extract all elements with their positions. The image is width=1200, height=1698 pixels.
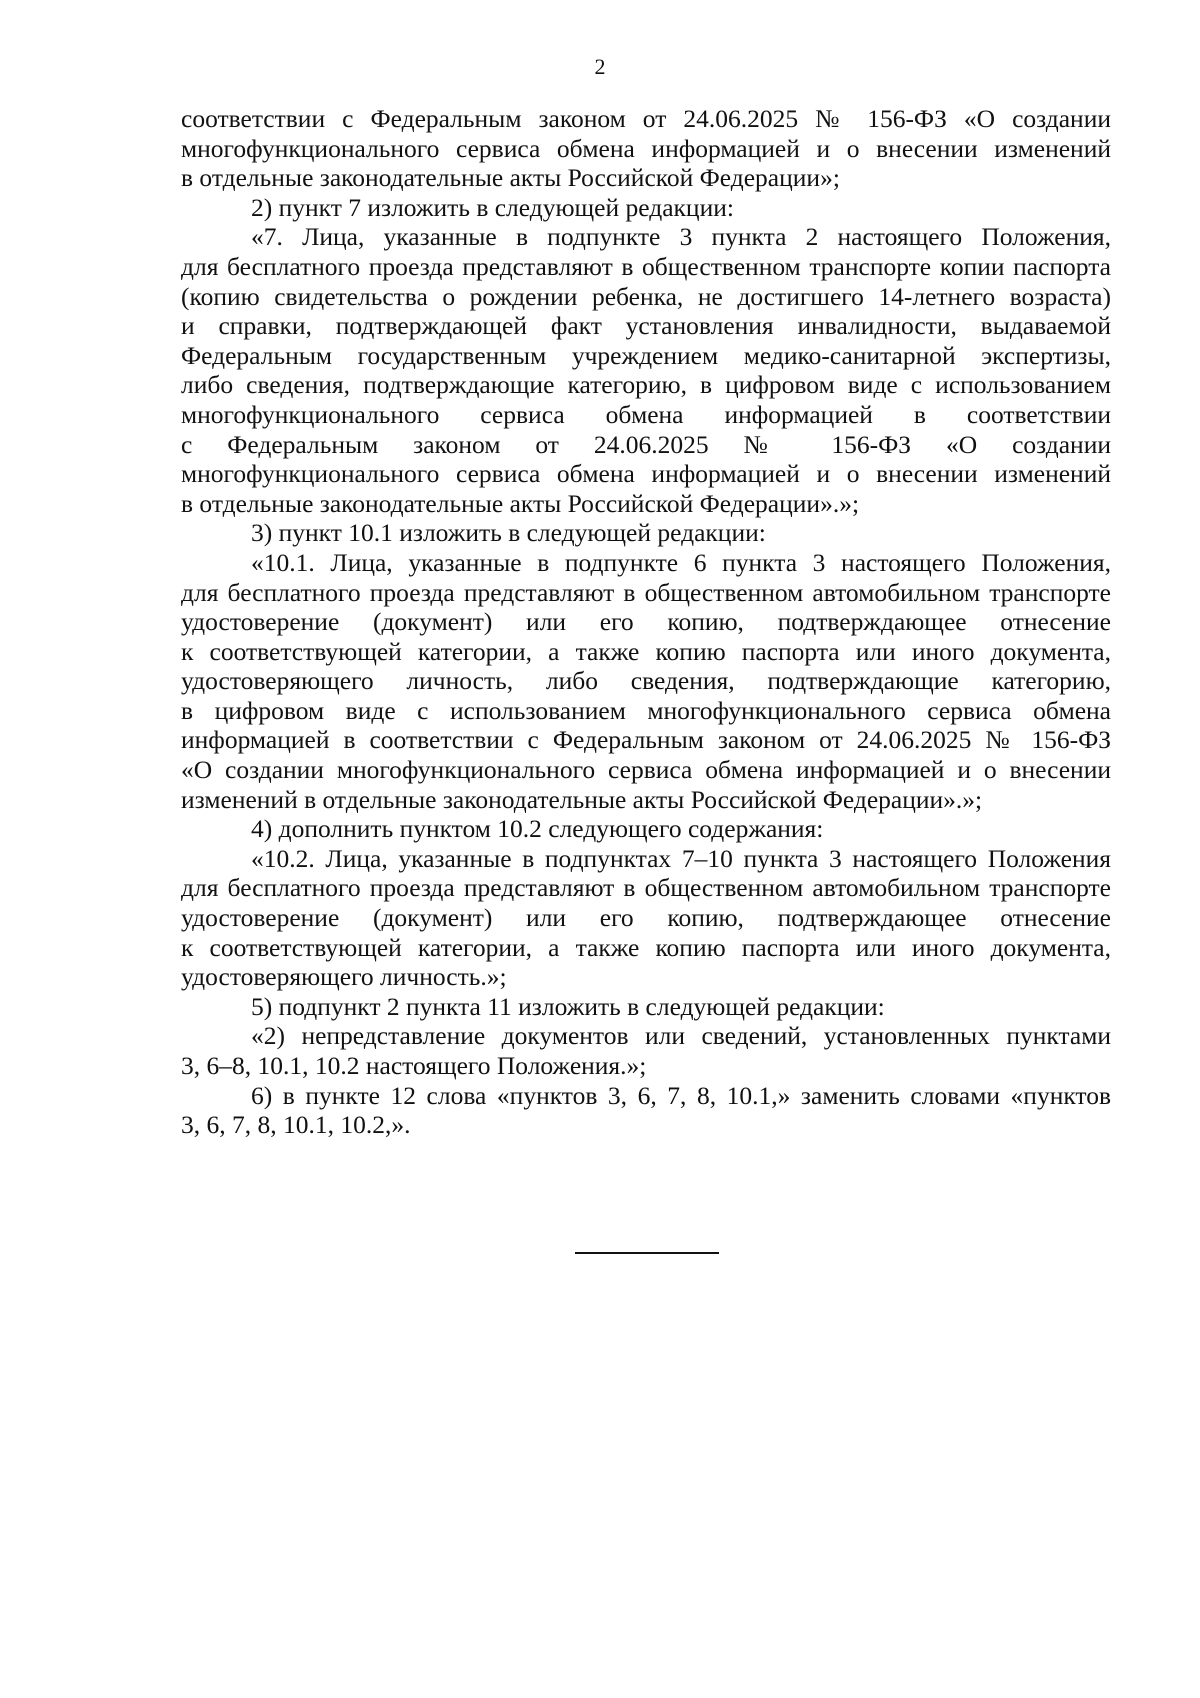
text-line: удостоверение (документ) или его копию, подтверждающее отнесение	[181, 903, 1111, 933]
text-line: информацией в соответствии с Федеральным законом от 24.06.2025 № 156-ФЗ	[181, 725, 1111, 755]
text-line: «10.2. Лица, указанные в подпунктах 7–10 пункта 3 настоящего Положения	[251, 843, 1111, 873]
text-line: либо сведения, подтверждающие категорию, в цифровом виде с использованием	[181, 370, 1111, 400]
text-line: 3) пункт 10.1 изложить в следующей редакции:	[251, 518, 766, 548]
text-line: многофункционального сервиса обмена информацией и о внесении изменений	[181, 133, 1111, 163]
text-line: с Федеральным законом от 24.06.2025 № 156-ФЗ «О создании	[181, 429, 1111, 459]
closing-divider	[575, 1252, 719, 1254]
text-line: (копию свидетельства о рождении ребенка, не достигшего 14-летнего возраста)	[181, 281, 1111, 311]
text-line: Федеральным государственным учреждением медико-санитарной экспертизы,	[181, 340, 1111, 370]
text-line: в отдельные законодательные акты Российской Федерации»;	[181, 163, 840, 193]
text-line: к соответствующей категории, а также копию паспорта или иного документа,	[181, 636, 1111, 666]
text-line: 3, 6, 7, 8, 10.1, 10.2,».	[181, 1110, 411, 1140]
text-line: и справки, подтверждающей факт установления инвалидности, выдаваемой	[181, 311, 1111, 341]
text-line: многофункционального сервиса обмена информацией в соответствии	[181, 399, 1111, 429]
text-line: для бесплатного проезда представляют в общественном автомобильном транспорте	[181, 873, 1111, 903]
text-line: 5) подпункт 2 пункта 11 изложить в следующей редакции:	[251, 991, 885, 1021]
page-number: 2	[594, 54, 606, 79]
text-line: 2) пункт 7 изложить в следующей редакции:	[251, 192, 734, 222]
text-line: к соответствующей категории, а также копию паспорта или иного документа,	[181, 932, 1111, 962]
text-line: 6) в пункте 12 слова «пунктов 3, 6, 7, 8, 10.1,» заменить словами «пунктов	[251, 1080, 1111, 1110]
text-line: для бесплатного проезда представляют в общественном транспорте копии паспорта	[181, 251, 1111, 281]
text-line: удостоверяющего личность.»;	[181, 962, 507, 992]
text-line: «7. Лица, указанные в подпункте 3 пункта 2 настоящего Положения,	[251, 222, 1111, 252]
text-line: «2) непредставление документов или сведений, установленных пунктами	[251, 1021, 1111, 1051]
text-line: многофункционального сервиса обмена информацией и о внесении изменений	[181, 459, 1111, 489]
text-line: 3, 6–8, 10.1, 10.2 настоящего Положения.»;	[181, 1051, 647, 1080]
text-line: изменений в отдельные законодательные акты Российской Федерации».»;	[181, 784, 983, 814]
text-line: в цифровом виде с использованием многофункционального сервиса обмена	[181, 695, 1111, 725]
text-line: «О создании многофункционального сервиса обмена информацией и о внесении	[181, 755, 1111, 785]
text-line: 4) дополнить пунктом 10.2 следующего содержания:	[251, 814, 824, 844]
text-line: удостоверение (документ) или его копию, подтверждающее отнесение	[181, 607, 1111, 637]
text-line: соответствии с Федеральным законом от 24.06.2025 № 156-ФЗ «О создании	[181, 104, 1111, 133]
text-line: в отдельные законодательные акты Российской Федерации».»;	[181, 488, 860, 518]
text-line: удостоверяющего личность, либо сведения, подтверждающие категорию,	[181, 666, 1111, 696]
document-body	[181, 104, 1111, 1140]
text-line: для бесплатного проезда представляют в общественном автомобильном транспорте	[181, 577, 1111, 607]
text-line: «10.1. Лица, указанные в подпункте 6 пункта 3 настоящего Положения,	[251, 547, 1111, 577]
